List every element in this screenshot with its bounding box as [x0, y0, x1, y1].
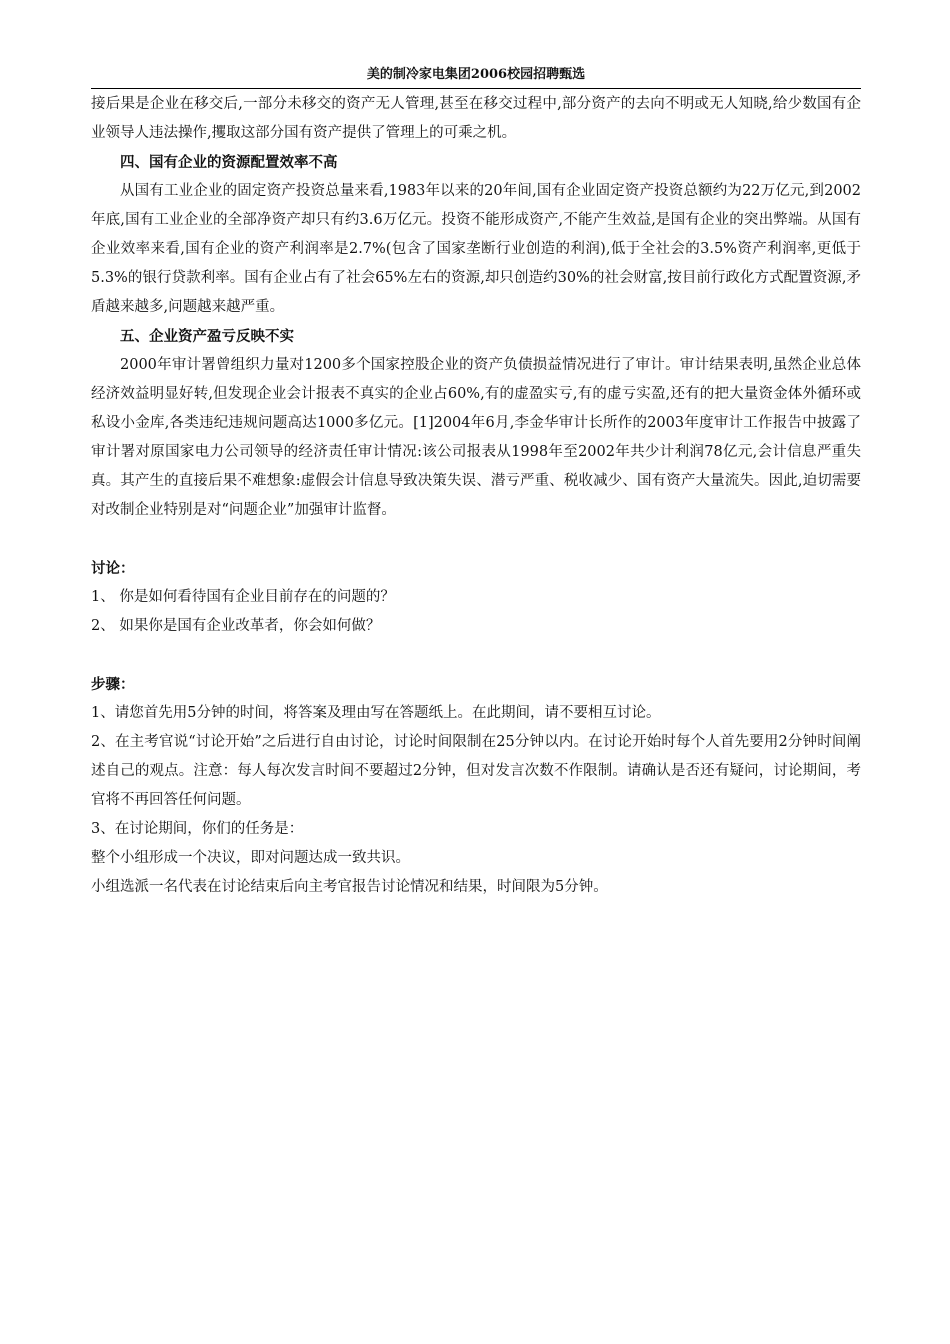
paragraph-resource-allocation: 从国有工业企业的固定资产投资总量来看,1983年以来的20年间,国有企业固定资产投资总额约为22万亿元,到2002年底,国有工业企业的全部净资产却只有约3.6万亿元。投资不能形成资产,不能产生效益,是国有企业的突出弊端。从国有企业效率来看,国有企业的资产利润率是2.7%(包含了国家垄断行业创造的利润),低于全社会的3.5%资产利润率,更低于5.3%的银行贷款利率。国有企业占有了社会65%左右的资源,却只创造约30%的社会财富,按目前行政化方式配置资源,矛盾越来越多,问题越来越严重。 [91, 183, 862, 315]
discussion-title: 讨论： [91, 560, 135, 577]
step-item: 整个小组形成一个决议，即对问题达成一致共识。 [91, 850, 410, 866]
discussion-item: 2、 如果你是国有企业改革者，你会如何做？ [91, 618, 381, 634]
paragraph-continuation: 接后果是企业在移交后,一部分未移交的资产无人管理,甚至在移交过程中,部分资产的去向不明或无人知晓,给少数国有企业领导人违法操作,攫取这部分国有资产提供了管理上的可乘之机。 [91, 96, 861, 141]
header-divider [91, 88, 861, 89]
discussion-item: 1、 你是如何看待国有企业目前存在的问题的？ [91, 589, 395, 605]
section-heading-4: 四、国有企业的资源配置效率不高 [120, 154, 338, 171]
spacer [91, 525, 861, 554]
step-item: 2、在主考官说“讨论开始”之后进行自由讨论，讨论时间限制在25分钟以内。在讨论开始时每个人首先要用2分钟时间阐述自己的观点。注意：每人每次发言时间不要超过2分钟，但对发言次数不作限制。请确认是否还有疑问，讨论期间，考官将不再回答任何问题。 [91, 734, 861, 808]
spacer [91, 641, 861, 670]
section-heading-5: 五、企业资产盈亏反映不实 [120, 328, 294, 345]
document-body [91, 90, 861, 902]
paragraph-asset-audit: 2000年审计署曾组织力量对1200多个国家控股企业的资产负债损益情况进行了审计。审计结果表明,虽然企业总体经济效益明显好转,但发现企业会计报表不真实的企业占60%,有的虚盈实亏,有的虚亏实盈,还有的把大量资金体外循环或私设小金库,各类违纪违规问题高达1000多亿元。[1]2004年6月,李金华审计长所作的2003年度审计工作报告中披露了审计署对原国家电力公司领导的经济责任审计情况:该公司报表从1998年至2002年共少计利润78亿元,会计信息严重失真。其产生的直接后果不难想象:虚假会计信息导致决策失误、潜亏严重、税收减少、国有资产大量流失。因此,迫切需要对改制企业特别是对“问题企业”加强审计监督。 [91, 357, 861, 518]
steps-title: 步骤： [91, 676, 135, 693]
step-item: 3、在讨论期间，你们的任务是： [91, 821, 304, 837]
step-item: 小组选派一名代表在讨论结束后向主考官报告讨论情况和结果，时间限为5分钟。 [91, 879, 608, 895]
step-item: 1、请您首先用5分钟的时间，将答案及理由写在答题纸上。在此期间，请不要相互讨论。 [91, 705, 661, 721]
page-header: 美的制冷家电集团2006校园招聘甄选 [366, 67, 586, 82]
